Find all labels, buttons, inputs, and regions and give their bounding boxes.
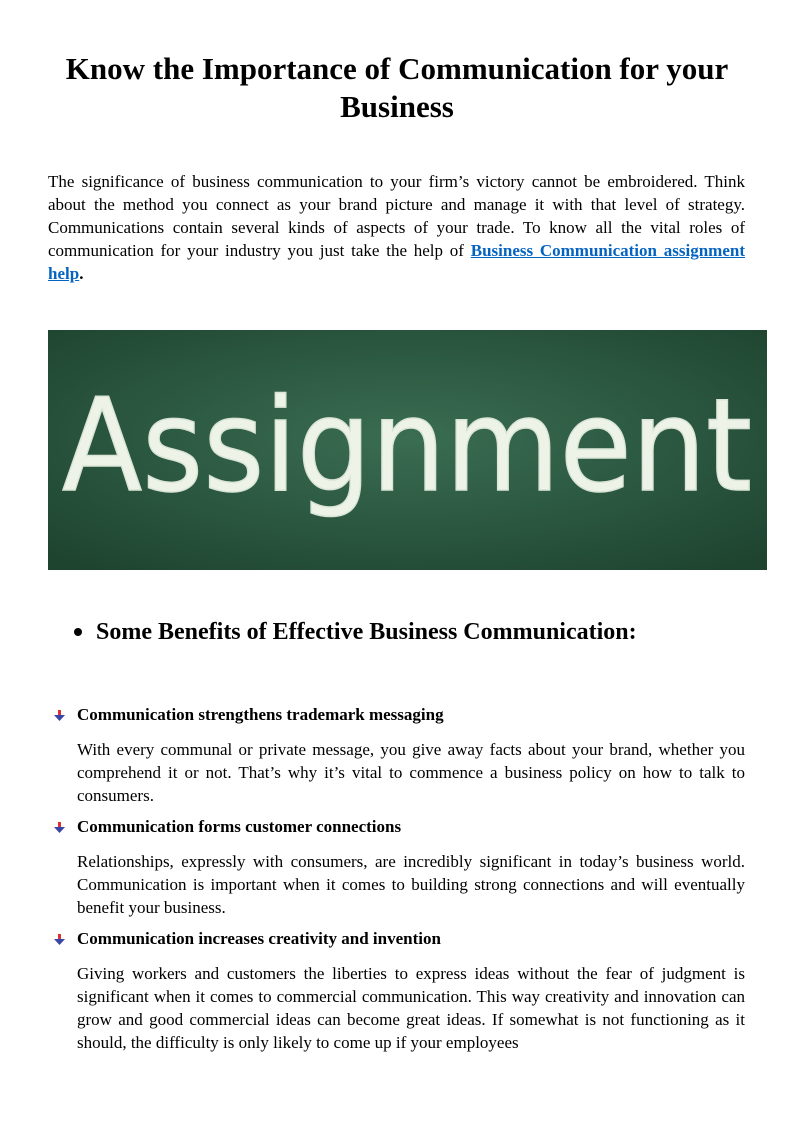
round-bullet-icon bbox=[74, 628, 82, 636]
benefit-item bbox=[48, 928, 745, 1054]
benefits-heading-text: Some Benefits of Effective Business Communication: bbox=[96, 619, 637, 645]
benefit-title-text: Communication strengthens trademark messaging bbox=[77, 705, 444, 724]
benefits-heading bbox=[70, 617, 760, 647]
arrow-down-bullet-icon bbox=[54, 710, 65, 721]
assignment-banner-image bbox=[48, 330, 767, 570]
benefit-body: With every communal or private message, you give away facts about your brand, whether you comprehend it or not. That’s why it’s vital to commence a business policy on how to talk to consumers. bbox=[77, 740, 745, 805]
benefits-list bbox=[48, 704, 745, 1063]
arrow-down-bullet-icon bbox=[54, 934, 65, 945]
chalk-word: Assignment bbox=[62, 372, 752, 521]
benefit-title bbox=[48, 816, 745, 838]
business-communication-link[interactable]: Business Communication assignment help bbox=[48, 241, 745, 283]
chalkboard-graphic bbox=[48, 330, 767, 570]
benefit-item bbox=[48, 816, 745, 919]
benefit-item bbox=[48, 704, 745, 807]
intro-paragraph bbox=[48, 170, 745, 285]
benefit-body: Giving workers and customers the liberties to express ideas without the fear of judgment is significant when it comes to commercial communication. This way creativity and innovation can grow and good commercial ideas can become great ideas. If somewhat is not functioning as it should, the difficulty is only likely to come up if your employees bbox=[77, 964, 745, 1052]
benefit-body: Relationships, expressly with consumers, are incredibly significant in today’s business world. Communication is important when it comes to building strong connections and will eventually benefit your business. bbox=[77, 852, 745, 917]
page-title: Know the Importance of Communication for your Business bbox=[65, 51, 729, 124]
arrow-down-bullet-icon bbox=[54, 822, 65, 833]
benefit-title bbox=[48, 928, 745, 950]
benefit-title bbox=[48, 704, 745, 726]
intro-text: The significance of business communication to your firm’s victory cannot be embroidered. Think about the method you connect as your brand picture and manage it with that level of strategy. Communications contain several kinds of aspects of your trade. To know all the vital roles of communication for your industry you just take the help of bbox=[48, 172, 745, 260]
benefit-title-text: Communication increases creativity and invention bbox=[77, 929, 441, 948]
benefit-title-text: Communication forms customer connections bbox=[77, 817, 402, 836]
intro-trailing: . bbox=[79, 264, 84, 283]
